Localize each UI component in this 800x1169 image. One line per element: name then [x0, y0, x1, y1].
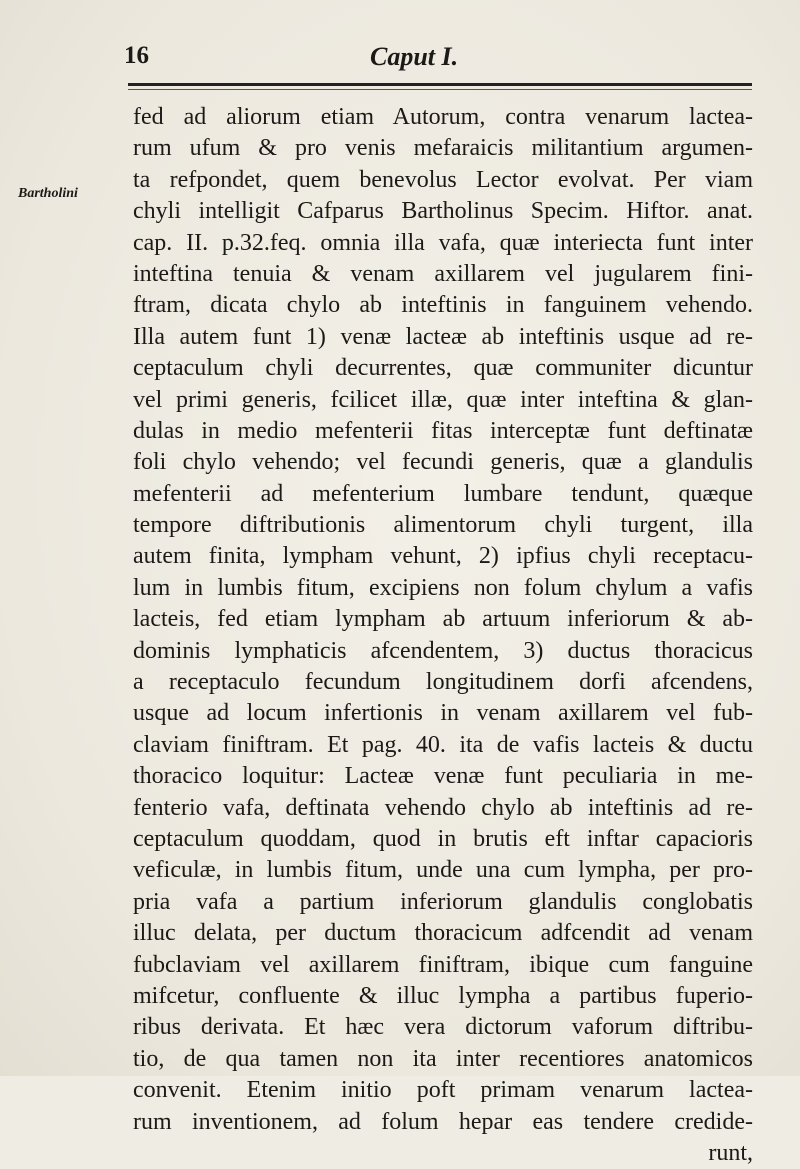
- text-line: autem finita, lympham vehunt, 2) ipfius chyli receptacu-: [133, 543, 753, 570]
- text-line: foli chylo vehendo; vel fecundi generis, quæ a glandulis: [133, 449, 753, 476]
- running-head: Caput I.: [370, 42, 459, 71]
- text-line: pria vafa a partium inferiorum glandulis conglobatis: [133, 888, 753, 915]
- text-line: a receptaculo fecundum longitudinem dorfi afcendens,: [133, 669, 753, 696]
- text-line: ceptaculum chyli decurrentes, quæ communiter dicuntur: [133, 355, 753, 382]
- text-line: mefenterii ad mefenterium lumbare tendunt, quæque: [133, 480, 753, 507]
- text-line: ribus derivata. Et hæc vera dictorum vaforum diftribu-: [133, 1014, 753, 1041]
- text-line: fed ad aliorum etiam Autorum, contra venarum lactea-: [133, 104, 753, 130]
- text-line: thoracico loquitur: Lacteæ venæ funt peculiaria in me-: [133, 763, 753, 790]
- text-line: illuc delata, per ductum thoracicum adfcendit ad venam: [133, 920, 753, 947]
- header-rule: [128, 83, 752, 86]
- body-text: [133, 102, 753, 1169]
- header-rule-thin: [128, 89, 752, 90]
- text-line: vel primi generis, fcilicet illæ, quæ inter inteftina & glan-: [133, 386, 753, 413]
- text-line: claviam finiftram. Et pag. 40. ita de vafis lacteis & ductu: [133, 731, 753, 758]
- text-line: convenit. Etenim initio poft primam venarum lactea-: [133, 1077, 753, 1104]
- text-line: tempore diftributionis alimentorum chyli turgent, illa: [133, 512, 753, 539]
- text-line: dulas in medio mefenterii fitas interceptæ funt deftinatæ: [133, 417, 753, 444]
- text-line: ta refpondet, quem benevolus Lector evolvat. Per viam: [133, 166, 753, 193]
- margin-note: Bartholini: [18, 186, 78, 201]
- text-line: lum in lumbis fitum, excipiens non folum chylum a vafis: [133, 574, 753, 601]
- text-line: dominis lymphaticis afcendentem, 3) ductus thoracicus: [133, 637, 753, 664]
- text-line: lacteis, fed etiam lympham ab artuum inferiorum & ab-: [133, 606, 753, 633]
- page-number: 16: [124, 42, 149, 69]
- text-line: usque ad locum infertionis in venam axillarem vel fub-: [133, 700, 753, 727]
- text-line: rum inventionem, ad folum hepar eas tendere credide-: [133, 1108, 753, 1135]
- text-line: fenterio vafa, deftinata vehendo chylo ab inteftinis ad re-: [133, 794, 753, 821]
- text-line: mifcetur, confluente & illuc lympha a partibus fuperio-: [133, 982, 753, 1009]
- text-line: ceptaculum quoddam, quod in brutis eft inftar capacioris: [133, 825, 753, 852]
- text-line: inteftina tenuia & venam axillarem vel jugularem fini-: [133, 260, 753, 287]
- text-line: fubclaviam vel axillarem finiftram, ibique cum fanguine: [133, 951, 753, 978]
- text-line: ftram, dicata chylo ab inteftinis in fanguinem vehendo.: [133, 292, 753, 319]
- text-line: rum ufum & pro venis mefaraicis militantium argumen-: [133, 135, 753, 162]
- text-line: cap. II. p.32.feq. omnia illa vafa, quæ interiecta funt inter: [133, 229, 753, 256]
- text-line: chyli intelligit Cafparus Bartholinus Specim. Hiftor. anat.: [133, 198, 753, 225]
- text-line: runt,: [708, 1139, 753, 1166]
- text-line: veficulæ, in lumbis fitum, unde una cum lympha, per pro-: [133, 857, 753, 884]
- text-line: tio, de qua tamen non ita inter recentiores anatomicos: [133, 1045, 753, 1072]
- text-line: Illa autem funt 1) venæ lacteæ ab inteftinis usque ad re-: [133, 323, 753, 350]
